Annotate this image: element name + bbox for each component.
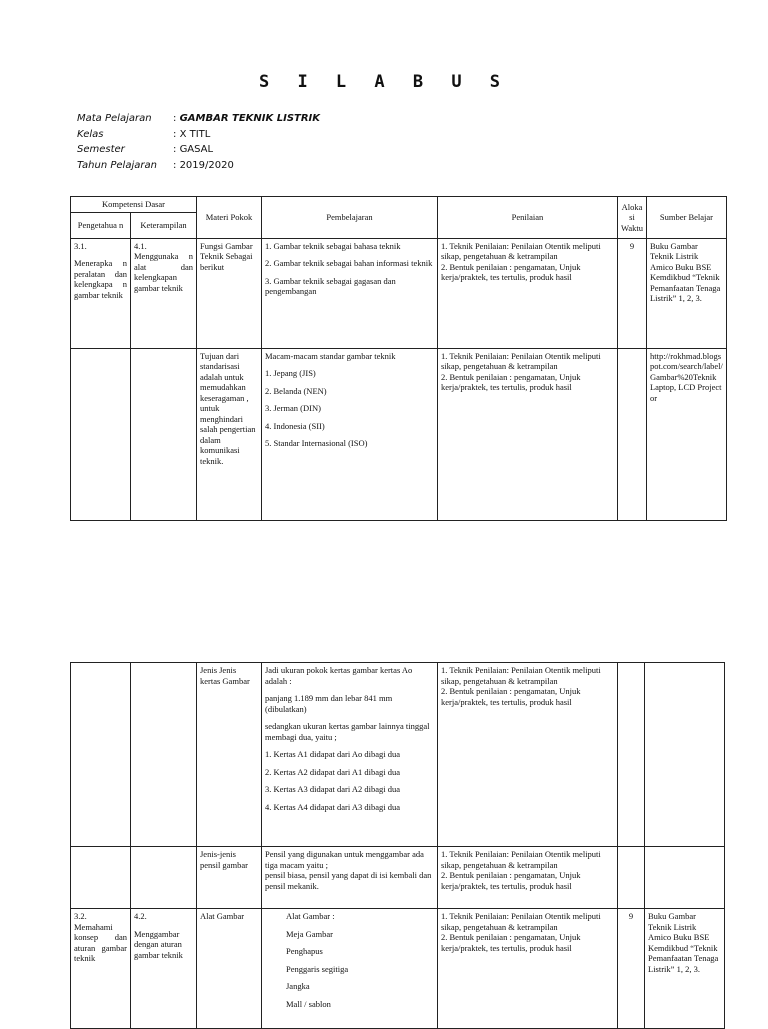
list-item: 2. Bentuk penilaian : pengamatan, Unjuk kerja/praktek, tes tertulis, produk hasil xyxy=(441,870,581,891)
list-item: 2. Bentuk penilaian : pengamatan, Unjuk kerja/praktek, tes tertulis, produk hasil xyxy=(441,371,581,392)
meta-row-semester: Semester : GASAL xyxy=(77,142,320,158)
header-pengetahuan: Pengetahua n xyxy=(71,212,131,238)
kd-text: Menggunaka n alat dan kelengkapan gambar teknik xyxy=(134,251,193,293)
header-keterampilan: Keterampilan xyxy=(131,212,197,238)
meta-label: Tahun Pelajaran xyxy=(77,159,157,171)
materi-cell: Alat Gambar xyxy=(197,909,262,1029)
meta-value: X TITL xyxy=(179,128,211,140)
penilaian-cell xyxy=(438,238,618,348)
list-item: 5. Standar Internasional (ISO) xyxy=(265,438,368,448)
list-item: Jangka xyxy=(286,981,310,991)
list-item: 2. Bentuk penilaian : pengamatan, Unjuk kerja/praktek, tes tertulis, produk hasil xyxy=(441,932,581,953)
list-item: Alat Gambar : xyxy=(286,911,335,921)
list-item: Penghapus xyxy=(286,946,323,956)
syllabus-table-page-2 xyxy=(70,662,725,1029)
list-item: 1. Teknik Penilaian: Penilaian Otentik meliputi sikap, pengetahuan & ketrampilan xyxy=(441,350,601,371)
list-item: 1. Jepang (JIS) xyxy=(265,368,316,378)
meta-label: Semester xyxy=(77,144,125,155)
penilaian-cell xyxy=(438,348,618,520)
header-materi: Materi Pokok xyxy=(197,197,262,239)
list-item: Meja Gambar xyxy=(286,928,333,939)
kd-pengetahuan-cell: 3.2. Memahami konsep dan aturan gambar teknik xyxy=(71,909,131,1029)
table-row xyxy=(71,847,725,909)
sumber-cell xyxy=(645,847,725,909)
list-item: 2. Bentuk penilaian : pengamatan, Unjuk kerja/praktek, tes tertulis, produk hasil xyxy=(441,686,581,707)
header-penilaian: Penilaian xyxy=(438,197,618,239)
list-item: pensil biasa, pensil yang dapat di isi kembali dan pensil mekanik. xyxy=(265,870,432,891)
list-item: 1. Teknik Penilaian: Penilaian Otentik meliputi sikap, pengetahuan & ketrampilan xyxy=(441,240,601,261)
sumber-cell: Buku Gambar Teknik Listrik Amico Buku BSE Kemdikbud “Teknik Pemanfaatan Tenaga Listrik” 1, 2, 3. xyxy=(645,909,725,1029)
list-item: 3. Kertas A3 didapat dari A2 dibagi dua xyxy=(265,784,401,794)
table-row xyxy=(71,909,725,1029)
kd-keterampilan-cell xyxy=(131,663,197,847)
meta-value: 2019/2020 xyxy=(179,159,234,171)
alokasi-cell: 9 xyxy=(618,238,647,348)
kd-number: 4.2. xyxy=(134,911,147,921)
sumber-cell xyxy=(645,663,725,847)
sumber-cell: Buku Gambar Teknik Listrik Amico Buku BSE Kemdikbud “Teknik Pemanfaatan Tenaga Listrik” 1, 2, 3. xyxy=(646,238,726,348)
table-row xyxy=(71,348,727,520)
materi-cell: Tujuan dari standarisasi adalah untuk memudahkan keseragaman , untuk menghindari salah pengertian dalam komunikasi teknik. xyxy=(197,348,262,520)
meta-row-year: Tahun Pelajaran : 2019/2020 xyxy=(77,158,320,174)
kd-keterampilan-cell xyxy=(131,238,197,348)
page-title: S I L A B U S xyxy=(258,72,510,92)
sumber-cell: http://rokhmad.blogspot.com/search/label/Gambar%20Teknik Laptop, LCD Projector xyxy=(646,348,726,520)
list-item: 4. Indonesia (SII) xyxy=(265,420,325,431)
list-item: 1. Kertas A1 didapat dari Ao dibagi dua xyxy=(265,749,401,759)
materi-cell: Jenis Jenis kertas Gambar xyxy=(197,663,262,847)
meta-row-class: Kelas : X TITL xyxy=(77,127,320,143)
list-item: Pensil yang digunakan untuk menggambar ada tiga macam yaitu ; xyxy=(265,849,424,870)
materi-cell: Fungsi Gambar Teknik Sebagai berikut xyxy=(197,238,262,348)
pembelajaran-cell xyxy=(262,663,438,847)
penilaian-cell xyxy=(438,663,618,847)
list-item: 1. Teknik Penilaian: Penilaian Otentik meliputi sikap, pengetahuan & ketrampilan xyxy=(441,849,601,870)
list-item: 1. Teknik Penilaian: Penilaian Otentik meliputi sikap, pengetahuan & ketrampilan xyxy=(441,665,601,686)
materi-cell: Jenis-jenis pensil gambar xyxy=(197,847,262,909)
kd-text: Menggambar dengan aturan gambar teknik xyxy=(134,928,183,960)
kd-keterampilan-cell xyxy=(131,909,197,1029)
kd-number: 4.1. xyxy=(134,240,147,251)
syllabus-table-page-1 xyxy=(70,196,727,521)
header-kompetensi: Kompetensi Dasar xyxy=(71,197,197,213)
alokasi-cell: 9 xyxy=(618,909,645,1029)
pembelajaran-cell xyxy=(262,348,438,520)
pembelajaran-cell xyxy=(262,847,438,909)
list-item: 1. Teknik Penilaian: Penilaian Otentik meliputi sikap, pengetahuan & ketrampilan xyxy=(441,911,601,932)
kd-pengetahuan-cell xyxy=(71,847,131,909)
list-item: 3. Gambar teknik sebagai gagasan dan pengembangan xyxy=(265,275,396,296)
list-item: 2. Belanda (NEN) xyxy=(265,385,327,396)
list-item: sedangkan ukuran kertas gambar lainnya tinggal membagi dua, yaitu ; xyxy=(265,721,430,742)
kd-number: 3.1. xyxy=(74,240,87,251)
list-item: Jadi ukuran pokok kertas gambar kertas Ao adalah : xyxy=(265,665,413,686)
list-item: 1. Gambar teknik sebagai bahasa teknik xyxy=(265,240,401,251)
list-item: 2. Bentuk penilaian : pengamatan, Unjuk kerja/praktek, tes tertulis, produk hasil xyxy=(441,261,581,282)
table-row xyxy=(71,238,727,348)
list-item: Mall / sablon xyxy=(286,998,331,1009)
course-meta xyxy=(77,111,320,173)
meta-value: GAMBAR TEKNIK LISTRIK xyxy=(179,113,321,124)
list-item: Macam-macam standar gambar teknik xyxy=(265,350,396,361)
kd-pengetahuan-cell xyxy=(71,348,131,520)
alokasi-cell xyxy=(618,663,645,847)
list-item: Penggaris segitiga xyxy=(286,963,349,974)
kd-text: Menerapka n peralatan dan kelengkapa n gambar teknik xyxy=(74,258,127,300)
pembelajaran-cell xyxy=(262,238,438,348)
penilaian-cell xyxy=(438,909,618,1029)
meta-label: Kelas xyxy=(77,128,104,140)
list-item: 3. Jerman (DIN) xyxy=(265,403,321,413)
table-row xyxy=(71,663,725,847)
penilaian-cell xyxy=(438,847,618,909)
list-item: 4. Kertas A4 didapat dari A3 dibagi dua xyxy=(265,801,401,812)
meta-label: Mata Pelajaran xyxy=(77,113,152,124)
header-alokasi: Aloka si Waktu xyxy=(618,197,647,239)
list-item: panjang 1.189 mm dan lebar 841 mm (dibulatkan) xyxy=(265,693,393,714)
kd-keterampilan-cell xyxy=(131,348,197,520)
alokasi-cell xyxy=(618,847,645,909)
kd-pengetahuan-cell xyxy=(71,238,131,348)
header-sumber: Sumber Belajar xyxy=(646,197,726,239)
list-item: 2. Gambar teknik sebagai bahan informasi teknik xyxy=(265,258,433,268)
meta-value: GASAL xyxy=(179,144,214,155)
header-pembelajaran: Pembelajaran xyxy=(262,197,438,239)
meta-row-subject: Mata Pelajaran : GAMBAR TEKNIK LISTRIK xyxy=(77,111,320,127)
kd-keterampilan-cell xyxy=(131,847,197,909)
kd-pengetahuan-cell xyxy=(71,663,131,847)
alokasi-cell xyxy=(618,348,647,520)
pembelajaran-cell xyxy=(262,909,438,1029)
list-item: 2. Kertas A2 didapat dari A1 dibagi dua xyxy=(265,766,401,777)
